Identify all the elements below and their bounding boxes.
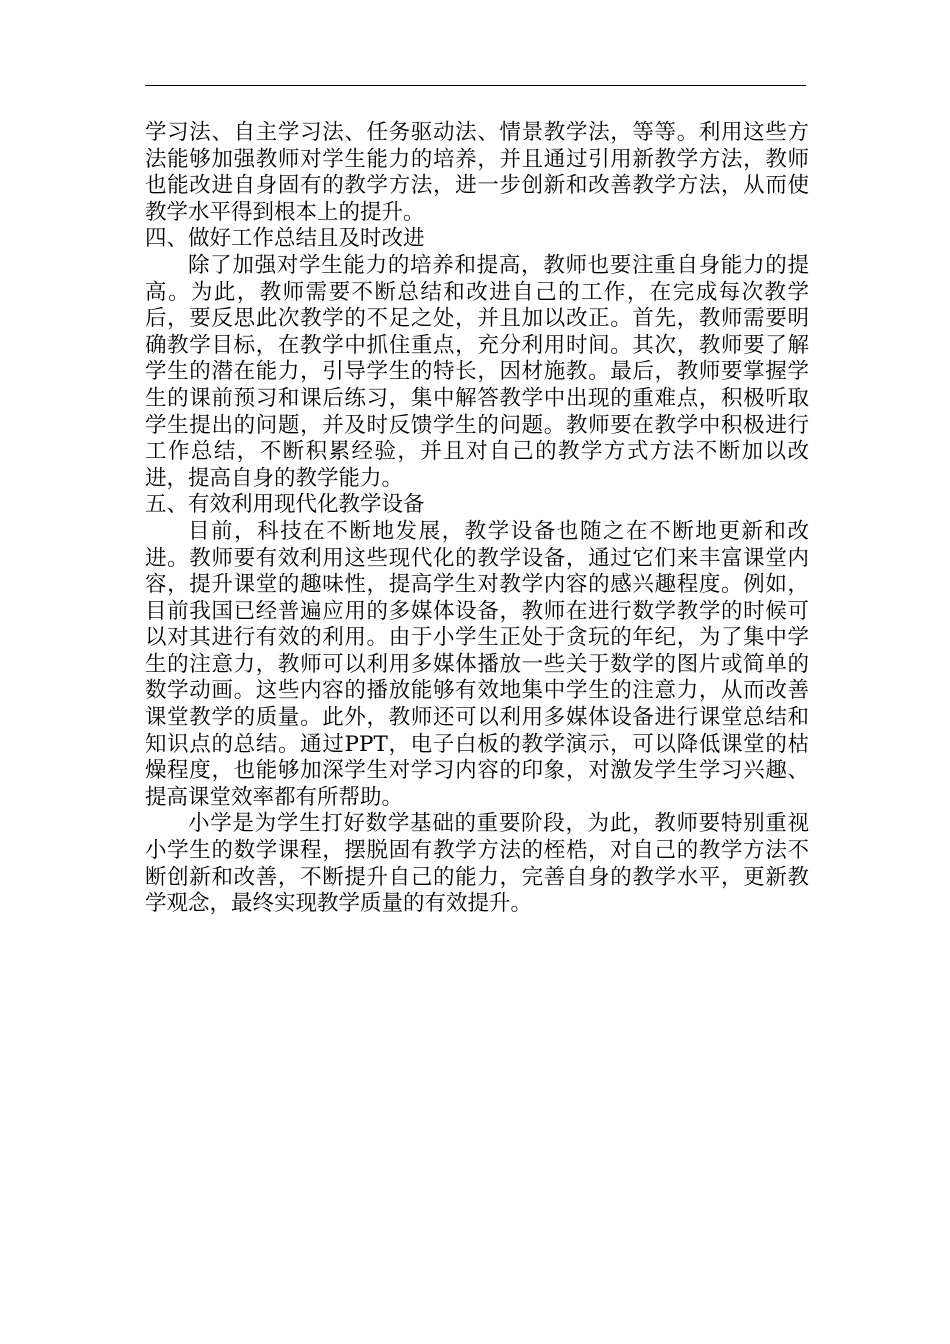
header-rule	[145, 85, 806, 86]
paragraph-summary-improve: 除了加强对学生能力的培养和提高，教师也要注重自身能力的提高。为此，教师需要不断总结和改进自己的工作，在完成每次教学后，要反思此次教学的不足之处，并且加以改正。首先，教师需要明确教学目标，在教学中抓住重点，充分利用时间。其次，教师要了解学生的潜在能力，引导学生的特长，因材施教。最后，教师要掌握学生的课前预习和课后练习，集中解答教学中出现的重难点，积极听取学生提出的问题，并及时反馈学生的问题。教师要在教学中积极进行工作总结，不断积累经验，并且对自己的教学方式方法不断加以改进，提高自身的教学能力。	[145, 252, 809, 491]
paragraph-continued: 学习法、自主学习法、任务驱动法、情景教学法，等等。利用这些方法能够加强教师对学生能力的培养，并且通过引用新教学方法，教师也能改进自身固有的教学方法，进一步创新和改善教学方法，从而使教学水平得到根本上的提升。	[145, 120, 809, 225]
section-heading-four: 四、做好工作总结且及时改进	[145, 226, 425, 252]
paragraph-modern-equipment: 目前，科技在不断地发展，教学设备也随之在不断地更新和改进。教师要有效利用这些现代化的教学设备，通过它们来丰富课堂内容，提升课堂的趣味性，提高学生对教学内容的感兴趣程度。例如，目前我国已经普遍应用的多媒体设备，教师在进行数学教学的时候可以对其进行有效的利用。由于小学生正处于贪玩的年纪，为了集中学生的注意力，教师可以利用多媒体播放一些关于数学的图片或简单的数学动画。这些内容的播放能够有效地集中学生的注意力，从而改善课堂教学的质量。此外，教师还可以利用多媒体设备进行课堂总结和知识点的总结。通过PPT，电子白板的教学演示，可以降低课堂的枯燥程度，也能够加深学生对学习内容的印象，对激发学生学习兴趣、提高课堂效率都有所帮助。	[145, 518, 809, 810]
paragraph-conclusion: 小学是为学生打好数学基础的重要阶段，为此，教师要特别重视小学生的数学课程，摆脱固有教学方法的桎梏，对自己的教学方法不断创新和改善，不断提升自己的能力，完善自身的教学水平，更新教学观念，最终实现教学质量的有效提升。	[145, 811, 809, 917]
document-body	[145, 120, 809, 918]
section-heading-five: 五、有效利用现代化教学设备	[145, 492, 425, 518]
